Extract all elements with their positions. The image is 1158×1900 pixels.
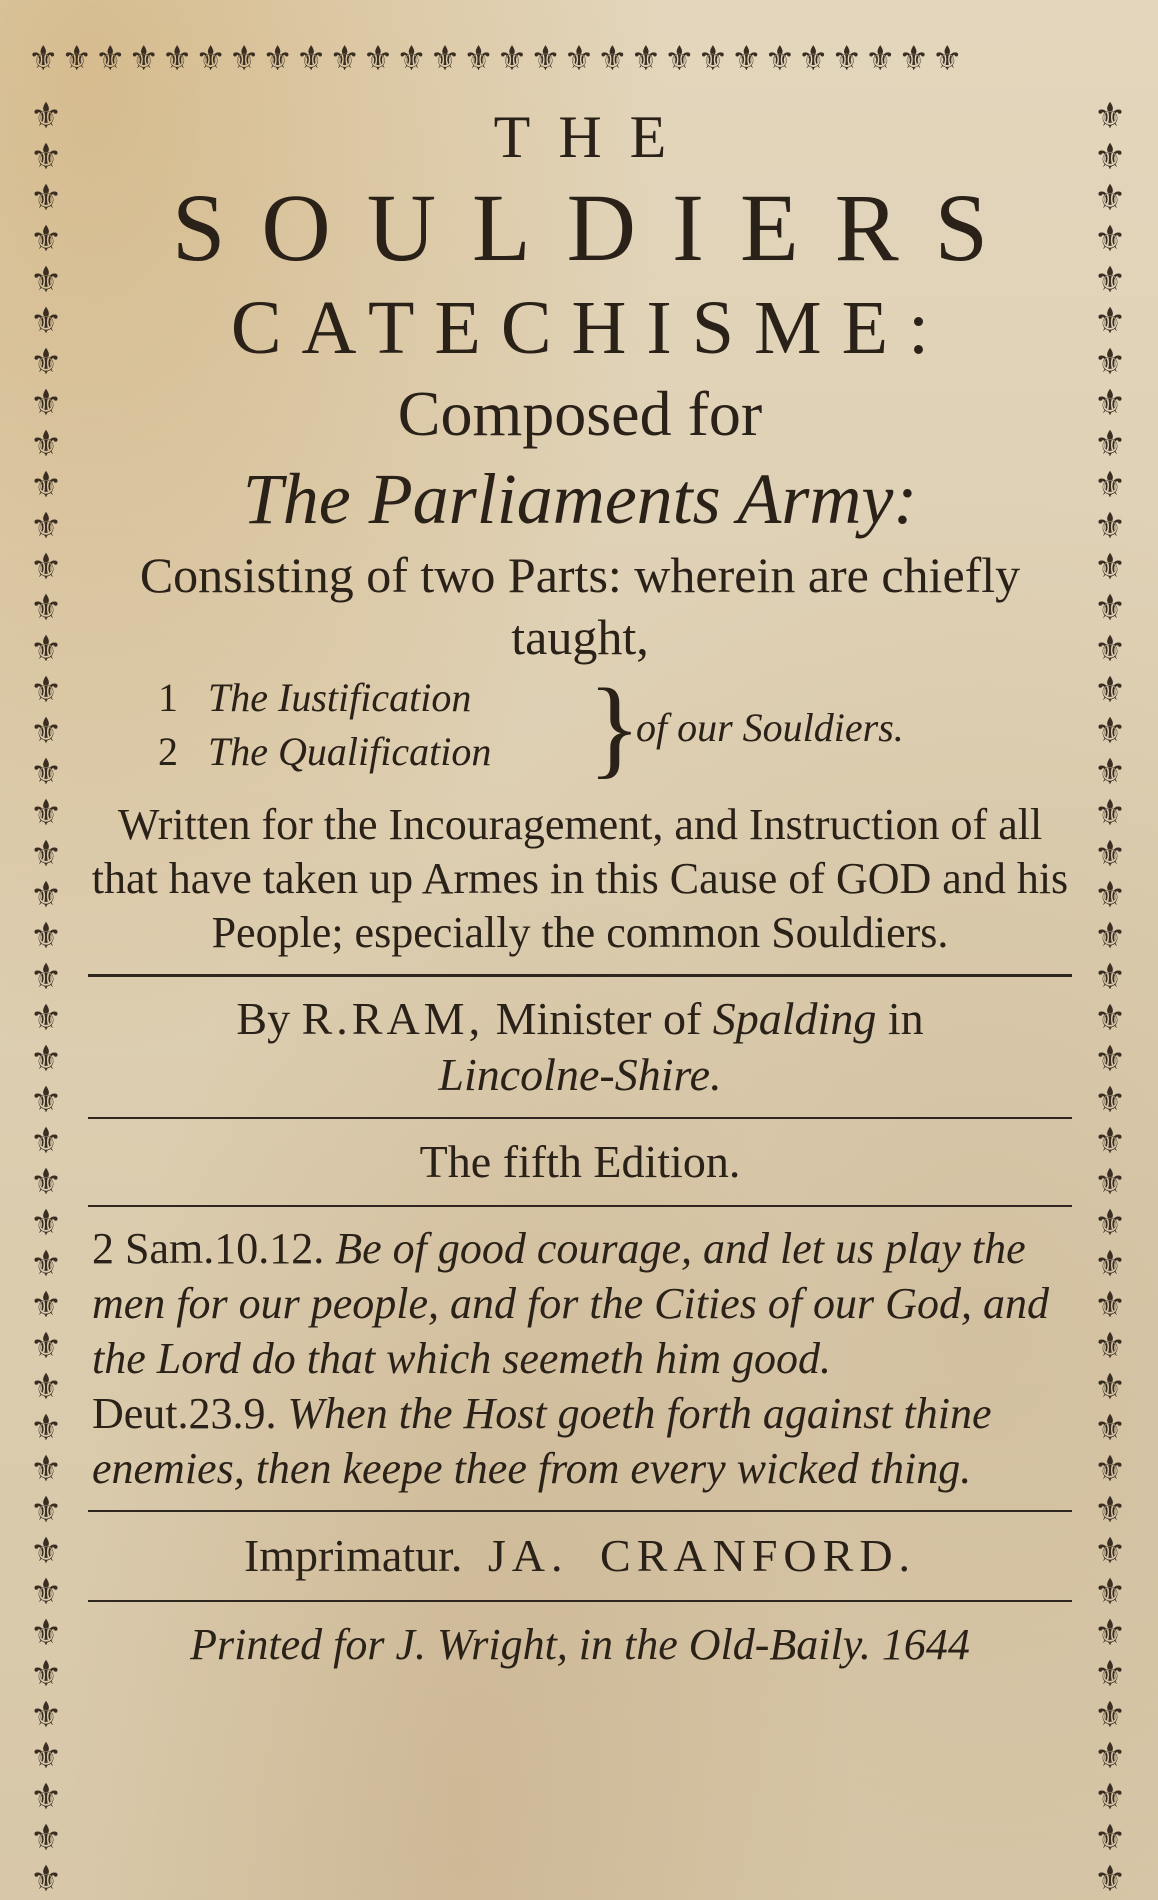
author-line: [88, 991, 1072, 1103]
title-line-souldiers: SOULDIERS: [171, 174, 1025, 281]
horizontal-rule: [88, 1510, 1072, 1512]
imprimatur-label: Imprimatur.: [243, 1530, 463, 1581]
brace-glyph: }: [588, 666, 641, 788]
title-line-the: THE: [493, 104, 695, 170]
part-label-2: The Qualification: [208, 729, 492, 774]
scripture-text: Be of good courage, and let us play the men for our people, and for the Cities of our God, and the Lord do that which seemeth him good.: [92, 1224, 1049, 1383]
title-line-parliaments-army: The Parliaments Army:: [242, 459, 918, 539]
author-in: in: [887, 993, 924, 1044]
scripture-text: When the Host goeth forth against thine enemies, then keepe thee from every wicked thing.: [92, 1389, 992, 1493]
horizontal-rule: [88, 974, 1072, 977]
ornamental-border-right: ⚜⚜⚜⚜⚜⚜⚜⚜⚜⚜⚜⚜⚜⚜⚜⚜⚜⚜⚜⚜⚜⚜⚜⚜⚜⚜⚜⚜⚜⚜⚜⚜⚜⚜⚜⚜⚜⚜⚜⚜⚜⚜⚜⚜: [1093, 96, 1127, 1896]
horizontal-rule: [88, 1117, 1072, 1119]
licenser-name: JA. CRANFORD.: [487, 1530, 917, 1581]
author-by: By: [236, 993, 291, 1044]
scripture-quote: [92, 1386, 1072, 1496]
part-number-2: 2: [158, 729, 178, 774]
scripture-quote: [92, 1221, 1072, 1386]
parts-suffix: of our Souldiers.: [636, 705, 904, 750]
ornamental-border-left: ⚜⚜⚜⚜⚜⚜⚜⚜⚜⚜⚜⚜⚜⚜⚜⚜⚜⚜⚜⚜⚜⚜⚜⚜⚜⚜⚜⚜⚜⚜⚜⚜⚜⚜⚜⚜⚜⚜⚜⚜⚜⚜⚜⚜: [29, 96, 63, 1896]
author-place: Spalding: [712, 993, 877, 1044]
imprint-line: Printed for J. Wright, in the Old-Baily. 1644: [190, 1620, 970, 1669]
part-item-1: [158, 674, 471, 721]
ornamental-border-top: ⚜⚜⚜⚜⚜⚜⚜⚜⚜⚜⚜⚜⚜⚜⚜⚜⚜⚜⚜⚜⚜⚜⚜⚜⚜⚜⚜⚜: [28, 39, 966, 79]
title-page-content: [88, 100, 1072, 1674]
parts-list: [88, 666, 1072, 792]
part-number-1: 1: [158, 675, 178, 720]
horizontal-rule: [88, 1205, 1072, 1207]
part-label-1: The Iustification: [208, 675, 472, 720]
scripture-reference: 2 Sam.10.12.: [92, 1224, 325, 1273]
edition-statement: The fifth Edition.: [419, 1136, 741, 1187]
description-paragraph: Written for the Incouragement, and Instruction of all that have taken up Armes in this Cause of GOD and his People; especially the common Souldiers.: [91, 800, 1069, 957]
horizontal-rule: [88, 1600, 1072, 1602]
scripture-quotes: [88, 1221, 1072, 1496]
title-line-composed-for: Composed for: [397, 378, 763, 449]
imprimatur-line: [88, 1526, 1072, 1586]
title-line-consisting: Consisting of two Parts: wherein are chiefly taught,: [139, 547, 1021, 665]
scripture-reference: Deut.23.9.: [92, 1389, 277, 1438]
author-role: Minister of: [495, 993, 702, 1044]
author-name: R.RAM,: [301, 993, 485, 1044]
title-line-catechisme: CATECHISME:: [230, 286, 950, 370]
part-item-2: [158, 728, 491, 775]
author-county: Lincolne-Shire.: [438, 1049, 722, 1100]
